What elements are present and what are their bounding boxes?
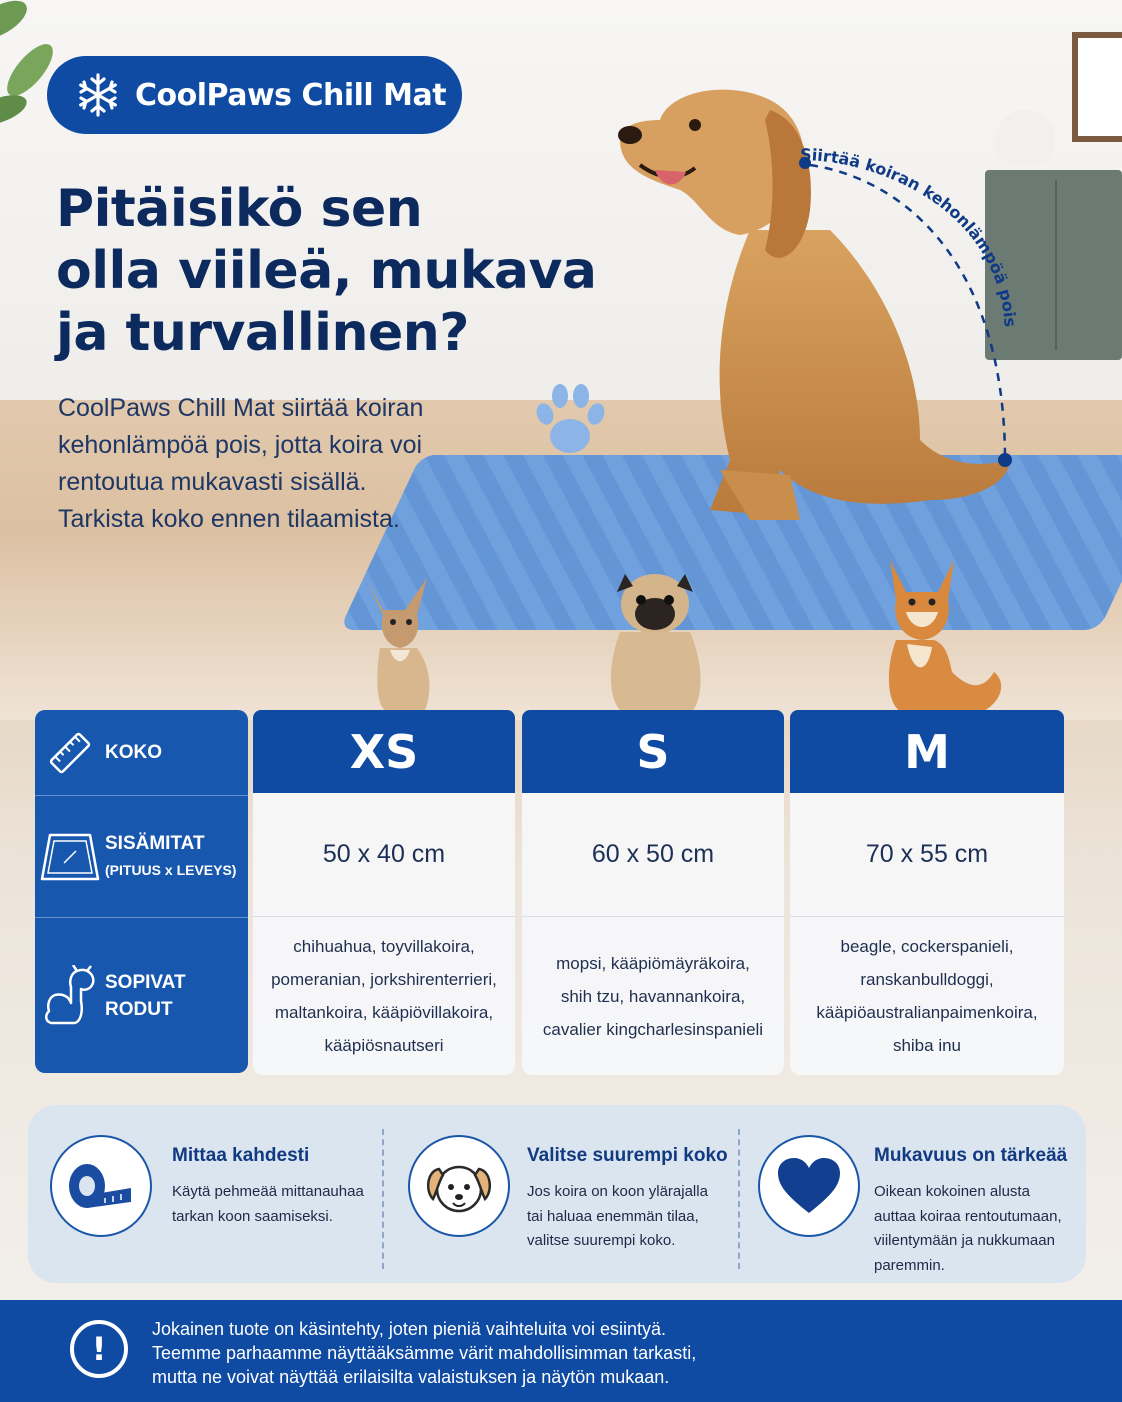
svg-text:Siirtää koiran kehonlämpöä poi: [800, 145, 1020, 328]
size-column-xs: [253, 710, 515, 1075]
footer-notice: [0, 1300, 1122, 1402]
footer-line: mutta ne voivat näyttää erilaisilta valaistuksen ja näytön mukaan.: [152, 1367, 670, 1387]
tip-line: tai haluaa enemmän tilaa,: [527, 1207, 699, 1225]
size-name: M: [790, 710, 1064, 793]
tip-line: Käytä pehmeää mittanauhaa: [172, 1183, 364, 1200]
tip-title: Mittaa kahdesti: [172, 1145, 310, 1166]
tip-line: Oikean kokoinen alusta: [874, 1183, 1030, 1200]
breed-line: mopsi, kääpiömäyräkoira,: [556, 953, 750, 973]
label-size-row: [35, 710, 248, 795]
heart-icon: [776, 1157, 842, 1215]
size-table: [35, 710, 1065, 1075]
table-label-column: [35, 710, 248, 1073]
tip-separator: [738, 1129, 740, 1269]
size-breeds: [253, 917, 515, 1075]
intro-text: [58, 390, 488, 538]
label-dims: SISÄMITAT: [105, 832, 205, 854]
intro-line: kehonlämpöä pois, jotta koira voi: [58, 431, 423, 459]
breed-line: maltankoira, kääpiövillakoira,: [274, 1003, 494, 1022]
tip-line: Jos koira on koon ylärajalla: [527, 1183, 708, 1200]
size-dimensions: 70 x 55 cm: [790, 793, 1064, 917]
tip-text: [874, 1180, 1062, 1278]
arc-label-text: Siirtää koiran kehonlämpöä pois: [799, 144, 1020, 328]
paw-print-icon: [532, 380, 608, 460]
breed-line: chihuahua, toyvillakoira,: [293, 937, 475, 956]
tip-line: paremmin.: [874, 1256, 945, 1274]
size-column-m: [790, 710, 1064, 1075]
breed-line: beagle, cockerspanieli,: [840, 937, 1014, 956]
label-breeds-1: SOPIVAT: [105, 971, 186, 993]
tip-line: valitse suurempi koko.: [527, 1232, 676, 1249]
snowflake-icon: [75, 72, 121, 118]
footer-line: Teemme parhaamme näyttääksämme värit mahdollisimman tarkasti,: [152, 1343, 697, 1363]
tip-icon-circle: [758, 1135, 860, 1237]
measuring-tape-icon: [65, 1158, 137, 1214]
tip-text: [172, 1180, 364, 1229]
tips-panel: [28, 1105, 1086, 1283]
brand-badge: [47, 56, 462, 134]
brand-title: CoolPaws Chill Mat: [135, 77, 447, 113]
heat-transfer-arc: [790, 120, 1030, 470]
breed-line: shih tzu, havannankoira,: [560, 986, 746, 1006]
headline-line: ja turvallinen?: [56, 303, 469, 363]
headline-line: olla viileä, mukava: [56, 241, 597, 301]
pug-illustration: [595, 562, 715, 717]
tip-text: [527, 1180, 708, 1254]
label-breeds-2: RODUT: [105, 998, 173, 1020]
label-dims-row: [35, 796, 248, 917]
mat-dimensions-icon: [38, 831, 102, 883]
intro-line: rentoutua mukavasti sisällä.: [58, 468, 367, 496]
tip-line: auttaa koiraa rentoutumaan,: [874, 1207, 1062, 1225]
label-dims-sub: (PITUUS x LEVEYS): [105, 861, 237, 878]
wall-picture-frame: [1072, 32, 1122, 142]
size-dimensions: 50 x 40 cm: [253, 793, 515, 917]
tip-icon-circle: [408, 1135, 510, 1237]
size-name: XS: [253, 710, 515, 793]
footer-line: Jokainen tuote on käsintehty, joten pieniä vaihteluita voi esiintyä.: [152, 1319, 666, 1339]
size-breeds: [790, 917, 1064, 1075]
size-name: S: [522, 710, 784, 793]
shiba-inu-illustration: [872, 552, 1012, 717]
tip-title: Mukavuus on tärkeää: [874, 1145, 1068, 1166]
breed-line: kääpiösnautseri: [324, 1036, 444, 1055]
breed-line: ranskanbulldoggi,: [860, 970, 994, 989]
size-dimensions: 60 x 50 cm: [522, 793, 784, 917]
exclamation-icon: !: [70, 1320, 128, 1378]
intro-line: Tarkista koko ennen tilaamista.: [58, 505, 400, 533]
breed-line: kääpiöaustralianpaimenkoira,: [816, 1003, 1038, 1022]
breed-line: shiba inu: [892, 1036, 962, 1055]
intro-line: CoolPaws Chill Mat siirtää koiran: [58, 394, 424, 422]
footer-text: [152, 1317, 1112, 1389]
tip-separator: [382, 1129, 384, 1269]
breed-line: pomeranian, jorkshirenterrieri,: [271, 970, 497, 989]
dog-outline-icon: [41, 965, 99, 1027]
label-breeds-row: [35, 918, 248, 1073]
size-breeds: [522, 917, 784, 1075]
ruler-icon: [47, 730, 93, 776]
chihuahua-illustration: [355, 570, 445, 715]
label-size: KOKO: [105, 742, 162, 763]
headline-line: Pitäisikö sen: [56, 179, 423, 239]
tip-icon-circle: [50, 1135, 152, 1237]
headline: [56, 178, 616, 364]
size-column-s: [522, 710, 784, 1075]
tip-line: viilentymään ja nukkumaan: [874, 1232, 1055, 1249]
tip-line: tarkan koon saamiseksi.: [172, 1207, 333, 1225]
dog-face-icon: [423, 1155, 495, 1217]
tip-title: Valitse suurempi koko: [527, 1145, 728, 1166]
breed-line: cavalier kingcharlesinspanieli: [542, 1019, 764, 1039]
